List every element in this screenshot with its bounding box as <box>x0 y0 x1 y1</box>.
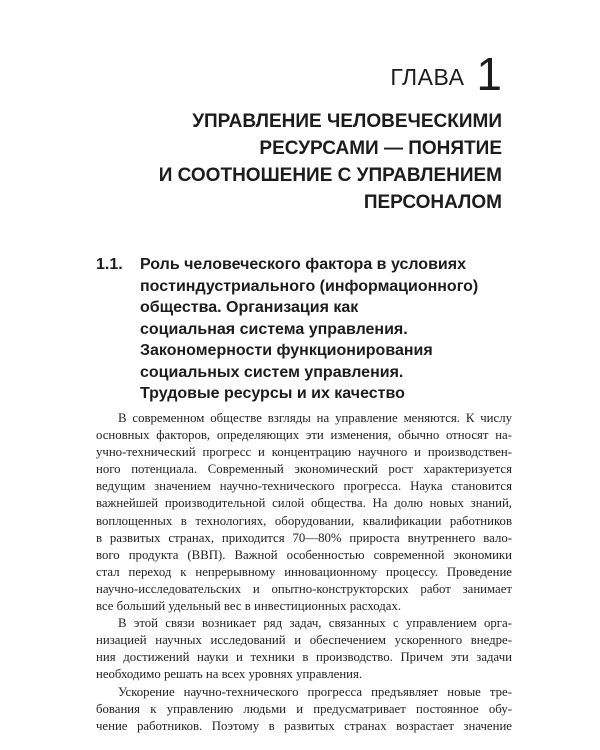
paragraph <box>96 615 512 683</box>
section-number: 1.1. <box>96 256 123 273</box>
text-line: низацией научных исследований и обеспечением ускоренного внедре- <box>96 633 512 648</box>
paragraph <box>96 410 512 615</box>
section-title-line: социальная система управления. <box>140 320 408 338</box>
section-title-line: постиндустриального (информационного) <box>140 277 479 295</box>
text-line: В этой связи возникает ряд задач, связанных с управлением орга- <box>118 616 512 631</box>
section-title-line: Закономерности функционирования <box>140 342 433 359</box>
chapter-title <box>82 108 502 216</box>
text-line: В современном обществе взгляды на управление меняются. К числу <box>118 411 512 425</box>
text-line: бования к управлению людьми и предусматривает постоянное обу- <box>96 701 512 716</box>
text-line: учно-технический прогресс и концентрацию научного и производствен- <box>96 445 512 460</box>
text-line: необходимо решать на всех уровнях управления. <box>96 667 363 682</box>
chapter-title-line: УПРАВЛЕНИЕ ЧЕЛОВЕЧЕСКИМИ <box>192 111 502 132</box>
section-title-line: общества. Организация как <box>140 299 359 316</box>
chapter-title-line: РЕСУРСАМИ — ПОНЯТИЕ <box>259 138 502 159</box>
section-title <box>140 254 520 405</box>
text-line: вого продукта (ВВП). Важной особенностью современной экономики <box>96 547 512 562</box>
body-text <box>96 410 512 735</box>
section-title-line: Роль человеческого фактора в условиях <box>140 256 466 273</box>
text-line: ния достижений науки и техники в производство. Причем эти задачи <box>96 650 512 665</box>
paragraph <box>96 684 512 735</box>
chapter-title-line: И СООТНОШЕНИЕ С УПРАВЛЕНИЕМ <box>158 165 502 186</box>
chapter-word: ГЛАВА <box>390 63 465 90</box>
text-line: Ускорение научно-технического прогресса предъявляет новые тре- <box>118 684 512 699</box>
chapter-title-line: ПЕРСОНАЛОМ <box>363 192 502 213</box>
chapter-number: 1 <box>476 48 502 100</box>
section-title-line: социальных систем управления. <box>140 363 404 381</box>
text-line: основных факторов, определяющих эти изменения, обычно относят на- <box>96 428 512 443</box>
text-line: ного потенциала. Современный экономический рост характеризуется <box>96 462 512 477</box>
section-title-line: Трудовые ресурсы и их качество <box>140 385 405 402</box>
text-line: стал переход к непрерывному инновационному процессу. Проведение <box>96 564 512 579</box>
text-line: воплощенных в технологиях, оборудовании, квалификации работников <box>96 513 512 528</box>
chapter-label <box>390 48 502 100</box>
text-line: чение работников. Поэтому в развитых странах возрастает значение <box>96 718 512 733</box>
text-line: в развитых странах, приходится 70—80% прироста внутреннего вало- <box>96 530 512 545</box>
text-line: важнейшей производительной силой общества. На долю новых знаний, <box>96 496 512 511</box>
text-line: ведущим значением научно-технического прогресса. Наука становится <box>96 479 512 494</box>
text-line: все больший удельный вес в инвестиционных расходах. <box>96 599 402 614</box>
text-line: научно-исследовательских и опытно-конструкторских работ занимает <box>96 581 512 596</box>
